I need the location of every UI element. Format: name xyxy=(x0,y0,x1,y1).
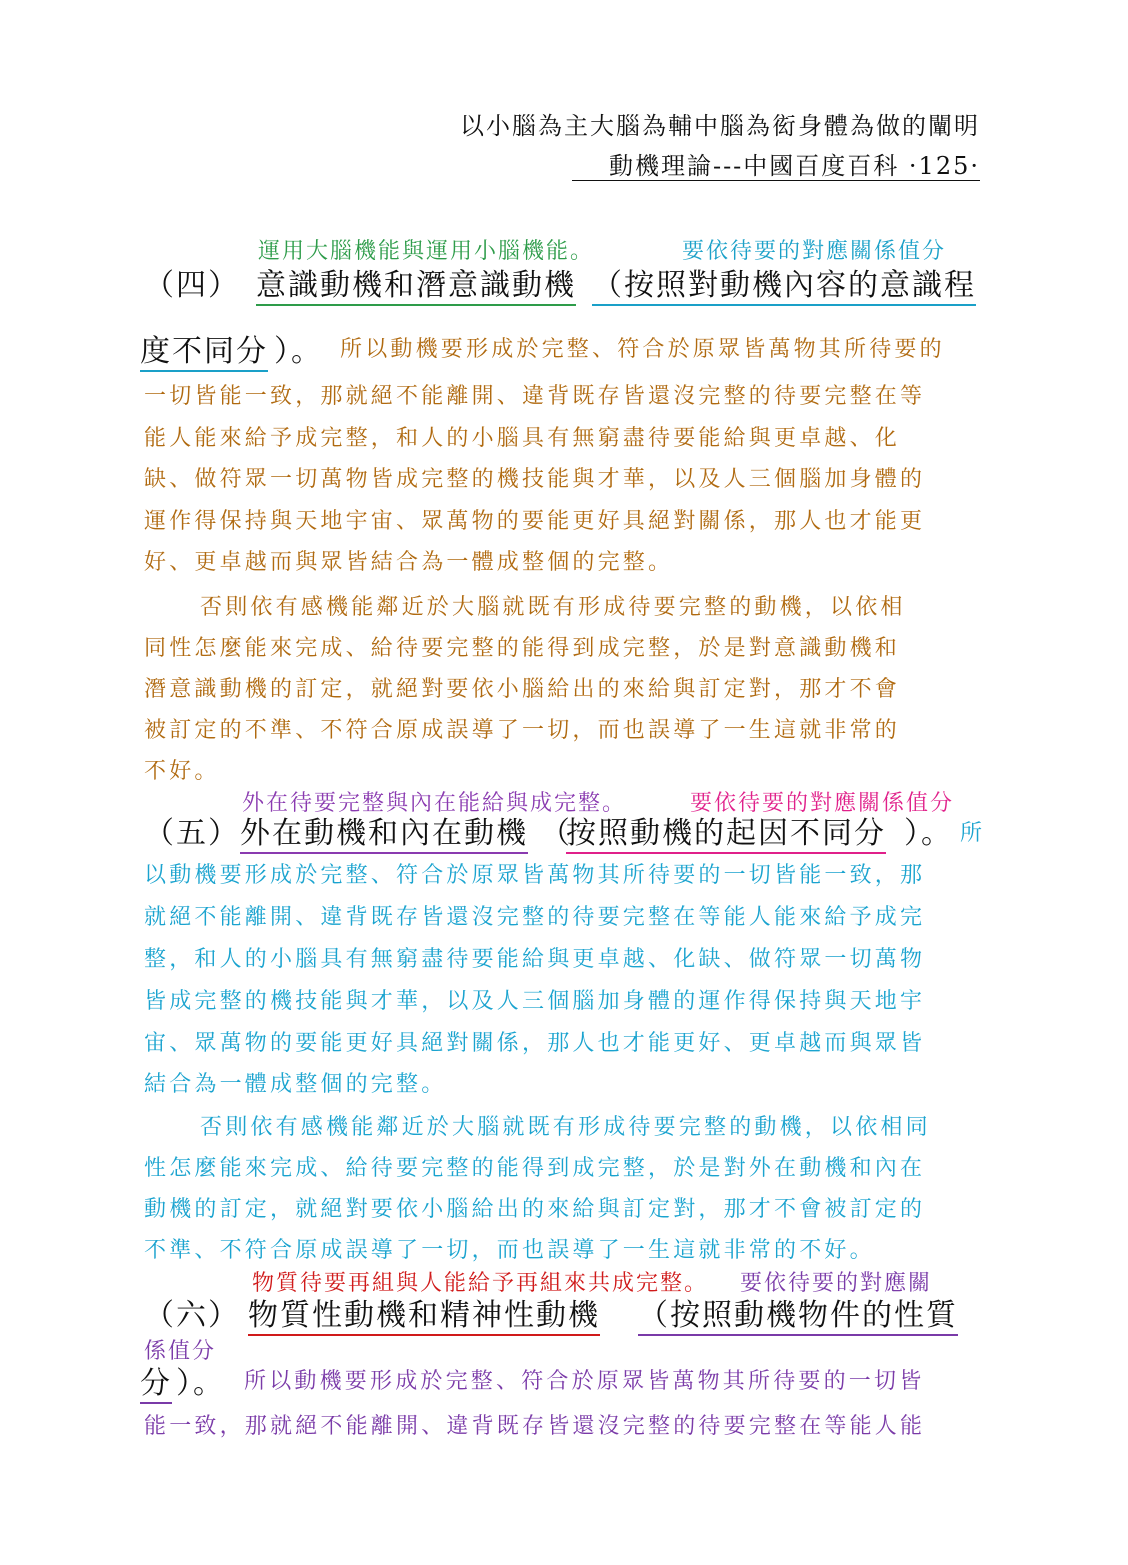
section5-line-2: 整，和人的小腦具有無窮盡待要能給與更卓越、化缺、做符眾一切萬物 xyxy=(144,947,926,972)
section6-line-0: 所以動機要形成於完整、符合於原眾皆萬物其所待要的一切皆 xyxy=(244,1369,925,1394)
section5-line-3: 皆成完整的機技能與才華，以及人三個腦加身體的運作得保持與天地宇 xyxy=(144,989,926,1014)
section4-para2-line-4: 不好。 xyxy=(144,759,220,784)
section4-cont-close: ）。 xyxy=(274,334,323,369)
section4-paren: （按照對動機內容的意識程 xyxy=(592,260,976,306)
section6-number: （六） xyxy=(144,1298,240,1333)
section5-para2-line-0: 否則依有感機能鄰近於大腦就既有形成待要完整的動機，以依相同 xyxy=(200,1115,931,1140)
section5-annotation-right: 要依待要的對應關係值分 xyxy=(690,791,955,816)
section6-annotation-red: 物質待要再組與人能給予再組來共成完整。 xyxy=(252,1271,709,1296)
header-title: 以小腦為主大腦為輔中腦為衒身體為做的闡明 xyxy=(460,112,980,140)
section6-cont-close: ）。 xyxy=(176,1366,225,1401)
section6-annotation-purple: 要依待要的對應關 xyxy=(740,1271,933,1296)
section5-para2-line-3: 不準、不符合原成誤導了一切，而也誤導了一生這就非常的不好。 xyxy=(144,1238,875,1263)
section4-line-5: 好、更卓越而與眾皆結合為一體成整個的完整。 xyxy=(144,550,674,575)
section6-title: 物質性動機和精神性動機 xyxy=(248,1290,600,1336)
section6-line-1: 能一致，那就絕不能離開、違背既存皆還沒完整的待要完整在等能人能 xyxy=(144,1414,926,1439)
section4-line-1: 一切皆能一致，那就絕不能離開、違背既存皆還沒完整的待要完整在等 xyxy=(144,384,926,409)
section5-line-0: 以動機要形成於完整、符合於原眾皆萬物其所待要的一切皆能一致，那 xyxy=(144,863,926,888)
section5-title: 外在動機和內在動機 xyxy=(240,808,528,854)
section5-number: （五） xyxy=(144,816,240,851)
section4-annotation-left: 運用大腦機能與運用小腦機能。 xyxy=(258,239,595,264)
section4-para2-line-1: 同性怎麼能來完成、給待要完整的能得到成完整，於是對意識動機和 xyxy=(144,636,901,661)
section6-annotation-wrap: 係值分 xyxy=(144,1339,217,1364)
section5-line-5: 結合為一體成整個的完整。 xyxy=(144,1072,447,1097)
section6-cont: 分 xyxy=(140,1358,172,1404)
header-divider xyxy=(572,180,980,181)
section4-title: 意識動機和潛意識動機 xyxy=(256,260,576,306)
section5-para2-line-2: 動機的訂定，就絕對要依小腦給出的來給與訂定對，那才不會被訂定的 xyxy=(144,1197,926,1222)
section5-annotation-left: 外在待要完整與內在能給與成完整。 xyxy=(242,791,627,816)
section6-paren: （按照動機物件的性質 xyxy=(638,1290,958,1336)
section5-line-4: 宙、眾萬物的要能更好具絕對關係，那人也才能更好、更卓越而與眾皆 xyxy=(144,1031,926,1056)
header-subtitle: 動機理論---中國百度百科 ·125· xyxy=(608,152,980,180)
section4-line-3: 缺、做符眾一切萬物皆成完整的機技能與才華，以及人三個腦加身體的 xyxy=(144,467,926,492)
section4-number: （四） xyxy=(144,268,240,303)
section4-para2-line-0: 否則依有感機能鄰近於大腦就既有形成待要完整的動機，以依相 xyxy=(200,595,906,620)
section5-paren-close: ）。 xyxy=(904,816,953,851)
section4-line-2: 能人能來給予成完整，和人的小腦具有無窮盡待要能給與更卓越、化 xyxy=(144,426,901,451)
section5-paren: 按照動機的起因不同分 xyxy=(566,808,886,854)
section4-para2-line-3: 被訂定的不準、不符合原成誤導了一切，而也誤導了一生這就非常的 xyxy=(144,718,901,743)
section5-tail: 所 xyxy=(960,821,986,846)
section4-annotation-right: 要依待要的對應關係值分 xyxy=(682,239,947,264)
section4-para2-line-2: 潛意識動機的訂定，就絕對要依小腦給出的來給與訂定對，那才不會 xyxy=(144,677,901,702)
section4-line-4: 運作得保持與天地宇宙、眾萬物的要能更好具絕對關係，那人也才能更 xyxy=(144,509,926,534)
section5-paren-open: （ xyxy=(540,816,572,851)
section4-line-0: 所以動機要形成於完整、符合於原眾皆萬物其所待要的 xyxy=(340,337,945,362)
section5-line-1: 就絕不能離開、違背既存皆還沒完整的待要完整在等能人能來給予成完 xyxy=(144,905,926,930)
section5-para2-line-1: 性怎麼能來完成、給待要完整的能得到成完整，於是對外在動機和內在 xyxy=(144,1156,926,1181)
section4-cont: 度不同分 xyxy=(140,326,268,372)
